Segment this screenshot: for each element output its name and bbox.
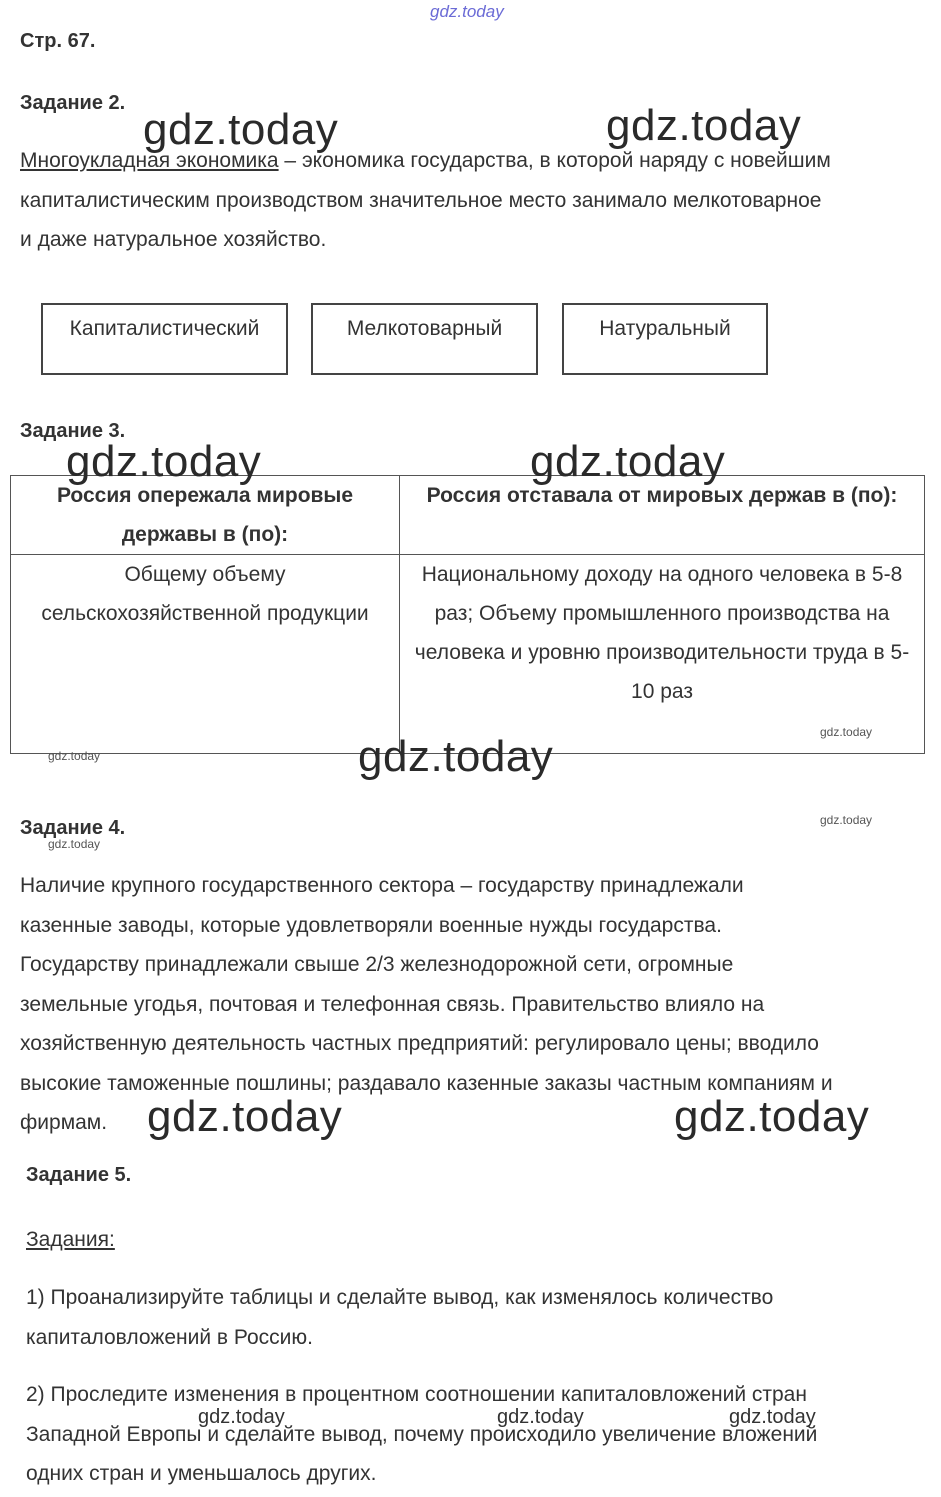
page-number: Стр. 67. (20, 30, 96, 52)
task4-line: хозяйственную деятельность частных предприятий: регулировало цены; вводило (20, 1032, 819, 1055)
task4-text (20, 866, 930, 1143)
task2-box-small-commodity (311, 303, 538, 375)
watermark-small: gdz.today (820, 813, 873, 827)
task2-box-label: Капиталистический (69, 317, 260, 340)
table-row (11, 555, 925, 754)
task4-line: казенные заводы, которые удовлетворяли военные нужды государства. (20, 913, 722, 937)
watermark: gdz.today (358, 732, 554, 781)
task5-item-line: одних стран и уменьшалось других. (26, 1462, 377, 1485)
task5-subheading: Задания: (26, 1228, 115, 1251)
task5-item-line: 2) Проследите изменения в процентном соотношении капиталовложений стран (26, 1383, 807, 1406)
watermark-mid: gdz.today (729, 1406, 816, 1428)
table-header-row (11, 476, 925, 555)
table-header-behind: Россия отставала от мировых держав в (по): (400, 476, 925, 555)
task5-item-2 (26, 1375, 931, 1494)
task2-box-label: Мелкотоварный (346, 317, 503, 340)
task2-box-capitalist (41, 303, 288, 375)
watermark: gdz.today (674, 1092, 870, 1141)
table-header-ahead: Россия опережала мировые державы в (по): (11, 476, 400, 555)
top-watermark: gdz.today (430, 2, 504, 21)
task4-line: Наличие крупного государственного сектора – государству принадлежали (20, 874, 744, 897)
watermark-small: gdz.today (48, 749, 101, 763)
task5-item-line: Западной Европы и сделайте вывод, почему происходило увеличение вложений (26, 1422, 818, 1446)
task4-line: высокие таможенные пошлины; раздавало казенные заказы частным компаниям и (20, 1071, 833, 1095)
table-cell-ahead: Общему объему сельскохозяйственной продукции (11, 555, 400, 754)
table-cell-behind: Национальному доходу на одного человека в 5-8 раз; Объему промышленного производства на человека и уровню производительности труда в 5-10 раз (400, 555, 925, 754)
watermark-small: gdz.today (48, 837, 101, 851)
watermark-mid: gdz.today (497, 1406, 584, 1428)
watermark-mid: gdz.today (198, 1406, 285, 1428)
task5-item-line: 1) Проанализируйте таблицы и сделайте вывод, как изменялось количество (26, 1286, 774, 1309)
watermark: gdz.today (66, 437, 262, 486)
task5-item-line: капиталовложений в Россию. (26, 1325, 313, 1349)
task2-term: Многоукладная экономика (20, 149, 279, 172)
task2-definition (20, 141, 930, 260)
task4-line: фирмам. (20, 1111, 108, 1134)
watermark: gdz.today (143, 105, 339, 154)
task2-box-label: Натуральный (599, 317, 731, 340)
task4-heading: Задание 4. (20, 817, 126, 839)
watermark: gdz.today (530, 437, 726, 486)
watermark: gdz.today (606, 101, 802, 150)
task2-def-line-1: – экономика государства, в которой наряду с новейшим (278, 149, 831, 172)
task5-heading: Задание 5. (26, 1164, 132, 1186)
task3-heading: Задание 3. (20, 420, 126, 442)
watermark-small: gdz.today (820, 725, 873, 739)
task3-table (10, 475, 925, 754)
watermark: gdz.today (147, 1092, 343, 1141)
task4-line: земельные угодья, почтовая и телефонная связь. Правительство влияло на (20, 992, 765, 1016)
task2-def-line-2: капиталистическим производством значительное место занимало мелкотоварное (20, 188, 822, 212)
task2-box-natural (562, 303, 768, 375)
task5-item-1 (26, 1278, 931, 1357)
task4-line: Государству принадлежали свыше 2/3 железнодорожной сети, огромные (20, 953, 734, 976)
task2-heading: Задание 2. (20, 92, 126, 114)
task2-def-line-3: и даже натуральное хозяйство. (20, 228, 327, 251)
